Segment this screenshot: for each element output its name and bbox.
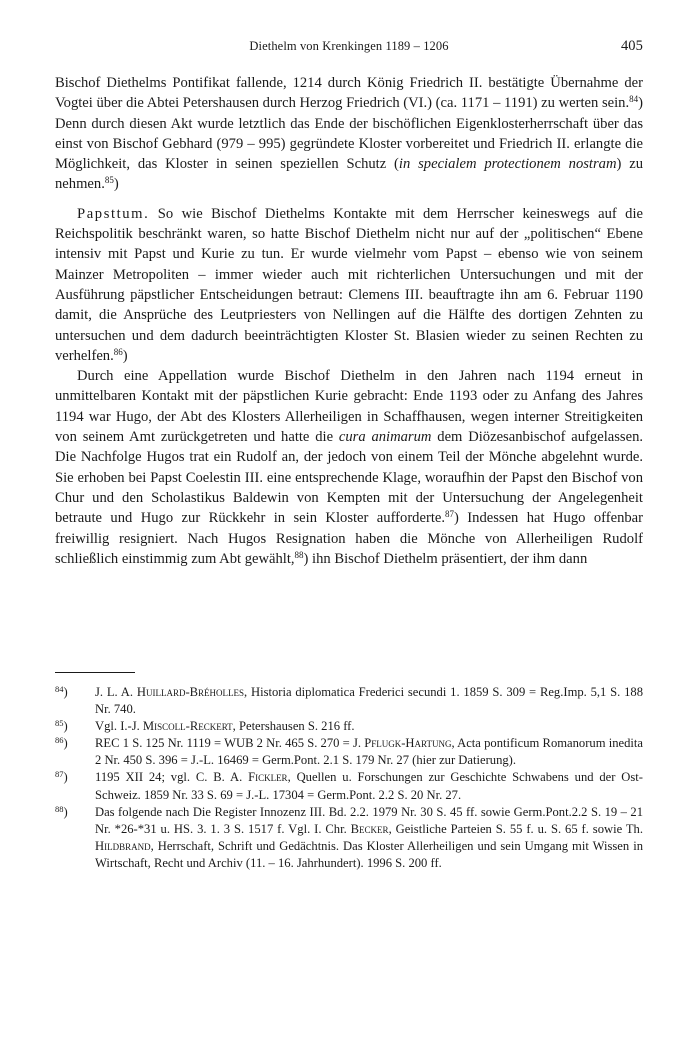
footnote-divider xyxy=(55,672,135,673)
latin-quote: in specialem protectionem nostram xyxy=(398,156,617,173)
footnote-text: J. L. A. xyxy=(95,685,137,699)
footnote-86 xyxy=(55,735,643,769)
paragraph-1-text-2: ) Denn durch diesen Akt wurde letztlich das Ende der bischöflichen Eigenklosterherrschaft über das einst von Bischof Gebhard (979 – 995) gegründete Kloster vorbereitet und Friedrich II. erlangte die Möglichkeit, das Kloster in seinen speziellen Schutz ( xyxy=(55,95,643,173)
footnote-author: Miscoll-Reckert xyxy=(142,719,233,734)
footnote-text: Vgl. I.-J. xyxy=(95,719,143,734)
paragraph-3-text-4: ) ihn Bischof Diethelm präsentiert, der ihm dann xyxy=(303,550,588,567)
running-head-title: Diethelm von Krenkingen 1189 – 1206 xyxy=(249,39,449,53)
paragraph-1 xyxy=(55,73,643,195)
page-number: 405 xyxy=(620,38,643,54)
paragraph-3-text-1: Durch eine Appellation wurde Bischof Diethelm in den Jahren nach 1194 erneut in unmittelbaren Kontakt mit der päpstlichen Kurie gebracht: Ende 1193 oder zu Anfang des Jahres 1194 war Hugo, der Abt des Klosters Allerheiligen in Schaffhausen, wegen interner Streitigkeiten von seinem Amt zurückgetreten und hatte die xyxy=(55,368,643,446)
footnote-84 xyxy=(55,684,643,718)
footnote-text: , Geistliche Parteien S. 55 f. u. S. 65 f. sowie Th. xyxy=(388,821,643,836)
footnote-ref-87[interactable]: 87 xyxy=(445,509,455,520)
paragraph-3-text-3: ) Indessen hat Hugo offenbar freiwillig resigniert. Nach Hugos Resignation haben die Mönche von Allerheiligen Rudolf schließlich einstimmig zum Abt gewählt, xyxy=(55,510,644,567)
footnote-text: 1195 XII 24; vgl. C. B. A. xyxy=(95,770,249,785)
section-heading-papsttum: Papsttum. xyxy=(77,205,150,222)
paragraph-2-text-2: ) xyxy=(122,347,128,364)
footnote-ref-85[interactable]: 85 xyxy=(104,175,114,186)
footnote-87 xyxy=(55,769,643,803)
footnote-85 xyxy=(55,718,643,735)
paragraph-1-text-4: ) xyxy=(113,176,119,193)
footnote-text: Das folgende nach Die Register Innozenz III. Bd. 2.2. 1979 Nr. 30 S. 45 ff. sowie Germ.Pont.2.2 S. 19 – 21 Nr. *26-*31 u. HS. 3. 1. 3 S. 1517 f. Vgl. I. Chr. xyxy=(95,804,643,836)
footnote-text: , Acta pontificum Romanorum inedita 2 Nr. 450 S. 396 = J.-L. 16469 = Germ.Pont. 2.1 S. 179 Nr. 27 (hier zur Datierung). xyxy=(95,736,643,768)
footnote-number: $^{85}$) xyxy=(55,718,68,734)
footnote-number: $^{87}$) xyxy=(55,769,68,785)
paragraph-3-text-2: dem Diözesanbischof aufgelassen. Die Nachfolge Hugos trat ein Rudolf an, der jedoch von einem Teil der Mönche abgelehnt wurde. Sie erhoben bei Papst Coelestin III. eine entsprechende Klage, woraufhin der Papst den Bischof von Chur und den Scholastikus Baldewin von Kempten mit der Untersuchung der Angelegenheit betraute und Hugo zur Rückkehr in sein Kloster aufforderte. xyxy=(55,429,644,527)
running-head xyxy=(55,39,643,61)
paragraph-3 xyxy=(55,366,643,569)
paragraph-1-text-3: ) zu nehmen. xyxy=(55,156,643,193)
footnote-author: Pflugk-Hartung xyxy=(364,736,452,751)
paragraph-2-text-1: So wie Bischof Diethelms Kontakte mit dem Herrscher keineswegs auf die Reichspolitik beschränkt waren, so hatte Bischof Diethelm nicht nur auf der „politischen“ Ebene intensiv mit Papst und Kurie zu tun. Er wurde vielmehr vom Papst – ebenso wie von seinem Mainzer Metropoliten – immer wieder auch mit richterlichen Untersuchungen und mit der Ausführung päpstlicher Entscheidungen betraut: Clemens III. beauftragte ihn am 6. Februar 1190 damit, die Ansprüche des Leutpriesters von Nellingen auf die Hälfte des dortigen Zehnten zu untersuchen und dem dadurch beeinträchtigten Kloster St. Blasien wieder zu seinen Rechten zu verhelfen. xyxy=(55,205,643,364)
body-text xyxy=(55,73,643,569)
footnote-ref-84[interactable]: 84 xyxy=(629,94,639,105)
footnote-ref-86[interactable]: 86 xyxy=(113,346,123,357)
footnote-text: , Herrschaft, Schrift und Gedächtnis. Das Kloster Allerheiligen und sein Umgang mit Wissen in Wirtschaft, Recht und Archiv (11. – 16. Jahrhundert). 1996 S. 200 ff. xyxy=(95,838,643,870)
footnote-ref-88[interactable]: 88 xyxy=(294,549,304,560)
footnote-number: $^{86}$) xyxy=(55,735,68,751)
footnote-author: Hildbrand xyxy=(95,838,151,853)
footnote-author: Fickler xyxy=(248,770,288,785)
footnote-text: , Petershausen S. 216 ff. xyxy=(232,719,355,734)
footnote-number: $^{84}$) xyxy=(55,684,68,699)
footnote-number: $^{88}$) xyxy=(55,803,68,819)
footnote-author: Becker xyxy=(350,821,389,836)
paragraph-2 xyxy=(55,204,643,366)
footnote-text: , Historia diplomatica Frederici secundi 1. 1859 S. 309 = Reg.Imp. 5,1 S. 188 Nr. 740. xyxy=(95,685,644,717)
latin-term-cura-animarum: cura animarum xyxy=(338,429,432,446)
footnote-text: REC 1 S. 125 Nr. 1119 = WUB 2 Nr. 465 S. 270 = J. xyxy=(95,736,365,751)
footnote-author: Huillard-Bréholles xyxy=(136,685,245,699)
footnote-88 xyxy=(55,804,643,872)
paragraph-1-text-1: Bischof Diethelms Pontifikat fallende, 1214 durch König Friedrich II. bestätigte Übernahme der Vogtei über die Abtei Petershausen durch Herzog Friedrich (VI.) (ca. 1171 – 1191) zu werten sein. xyxy=(55,75,643,112)
footnote-text: , Quellen u. Forschungen zur Geschichte Schwabens und der Ost-Schweiz. 1859 Nr. 33 S. 69 = J.-L. 17304 = Germ.Pont. 2.2 S. 20 Nr. 27. xyxy=(95,770,643,802)
footnotes xyxy=(55,684,643,872)
